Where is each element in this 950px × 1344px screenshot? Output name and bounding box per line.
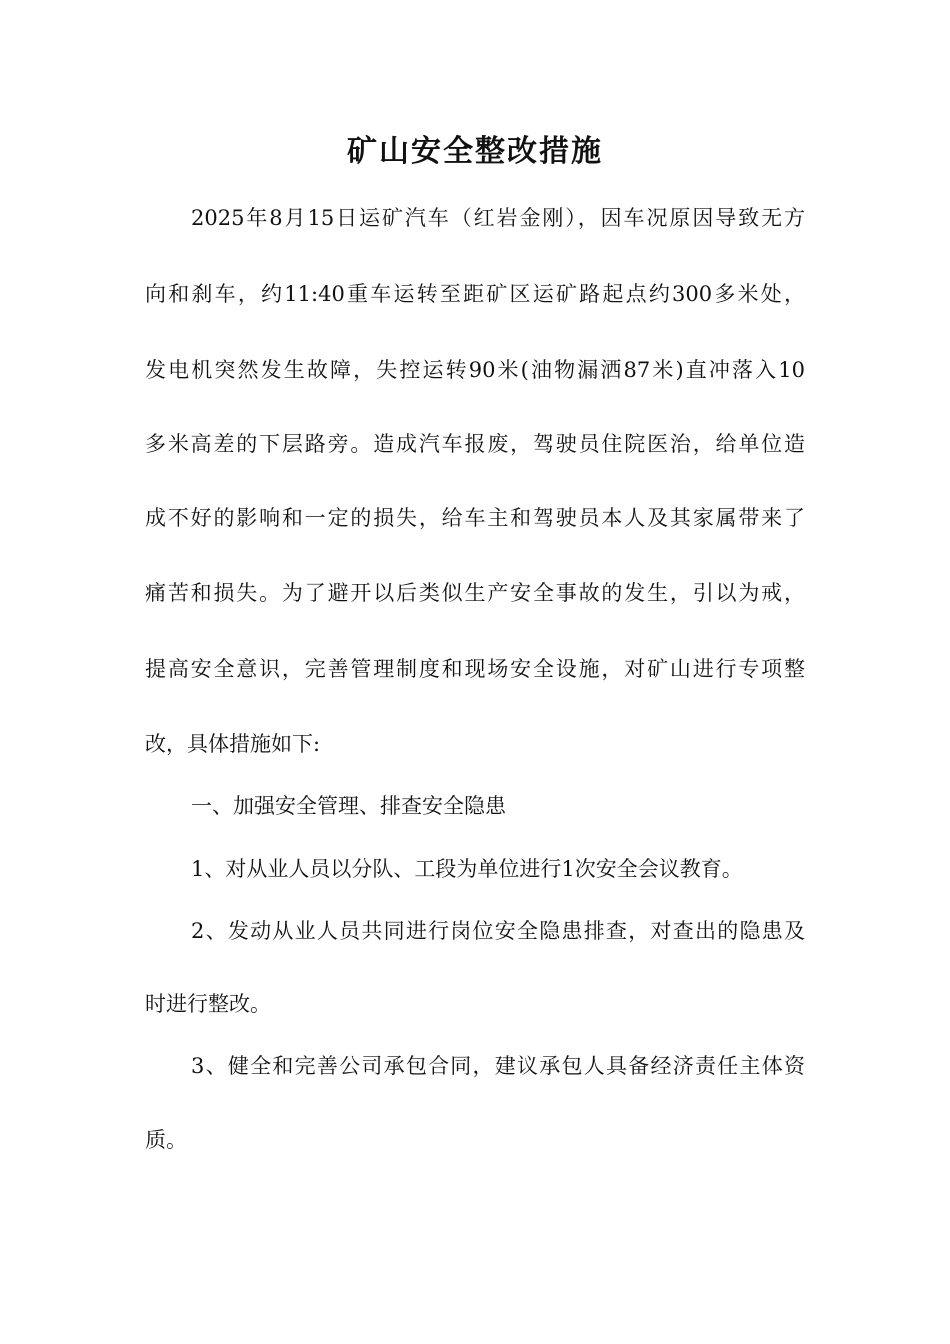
- paragraph-line: 多米高差的下层路旁。造成汽车报废，驾驶员住院医治，给单位造: [145, 432, 805, 456]
- paragraph-line: 发电机突然发生故障，失控运转90米(油物漏洒87米)直冲落入10: [145, 358, 805, 382]
- section-heading: 一、加强安全管理、排查安全隐患: [191, 794, 506, 818]
- paragraph-line: 2025年8月15日运矿汽车（红岩金刚），因车况原因导致无方: [191, 206, 805, 230]
- paragraph-line: 提高安全意识，完善管理制度和现场安全设施，对矿山进行专项整: [145, 657, 805, 681]
- document-title: 矿山安全整改措施: [347, 134, 603, 169]
- paragraph-line: 向和刹车，约11:40重车运转至距矿区运矿路起点约300多米处，: [145, 282, 805, 306]
- list-item-continuation: 质。: [145, 1128, 187, 1152]
- paragraph-line: 痛苦和损失。为了避开以后类似生产安全事故的发生，引以为戒，: [145, 581, 805, 605]
- list-item: 3、健全和完善公司承包合同，建议承包人具备经济责任主体资: [191, 1054, 805, 1078]
- list-item: 2、发动从业人员共同进行岗位安全隐患排查，对查出的隐患及: [191, 919, 805, 943]
- paragraph-line: 成不好的影响和一定的损失，给车主和驾驶员本人及其家属带来了: [145, 506, 805, 530]
- list-item: 1、对从业人员以分队、工段为单位进行1次安全会议教育。: [191, 857, 743, 881]
- list-item-continuation: 时进行整改。: [145, 992, 271, 1016]
- paragraph-line: 改，具体措施如下:: [145, 732, 321, 756]
